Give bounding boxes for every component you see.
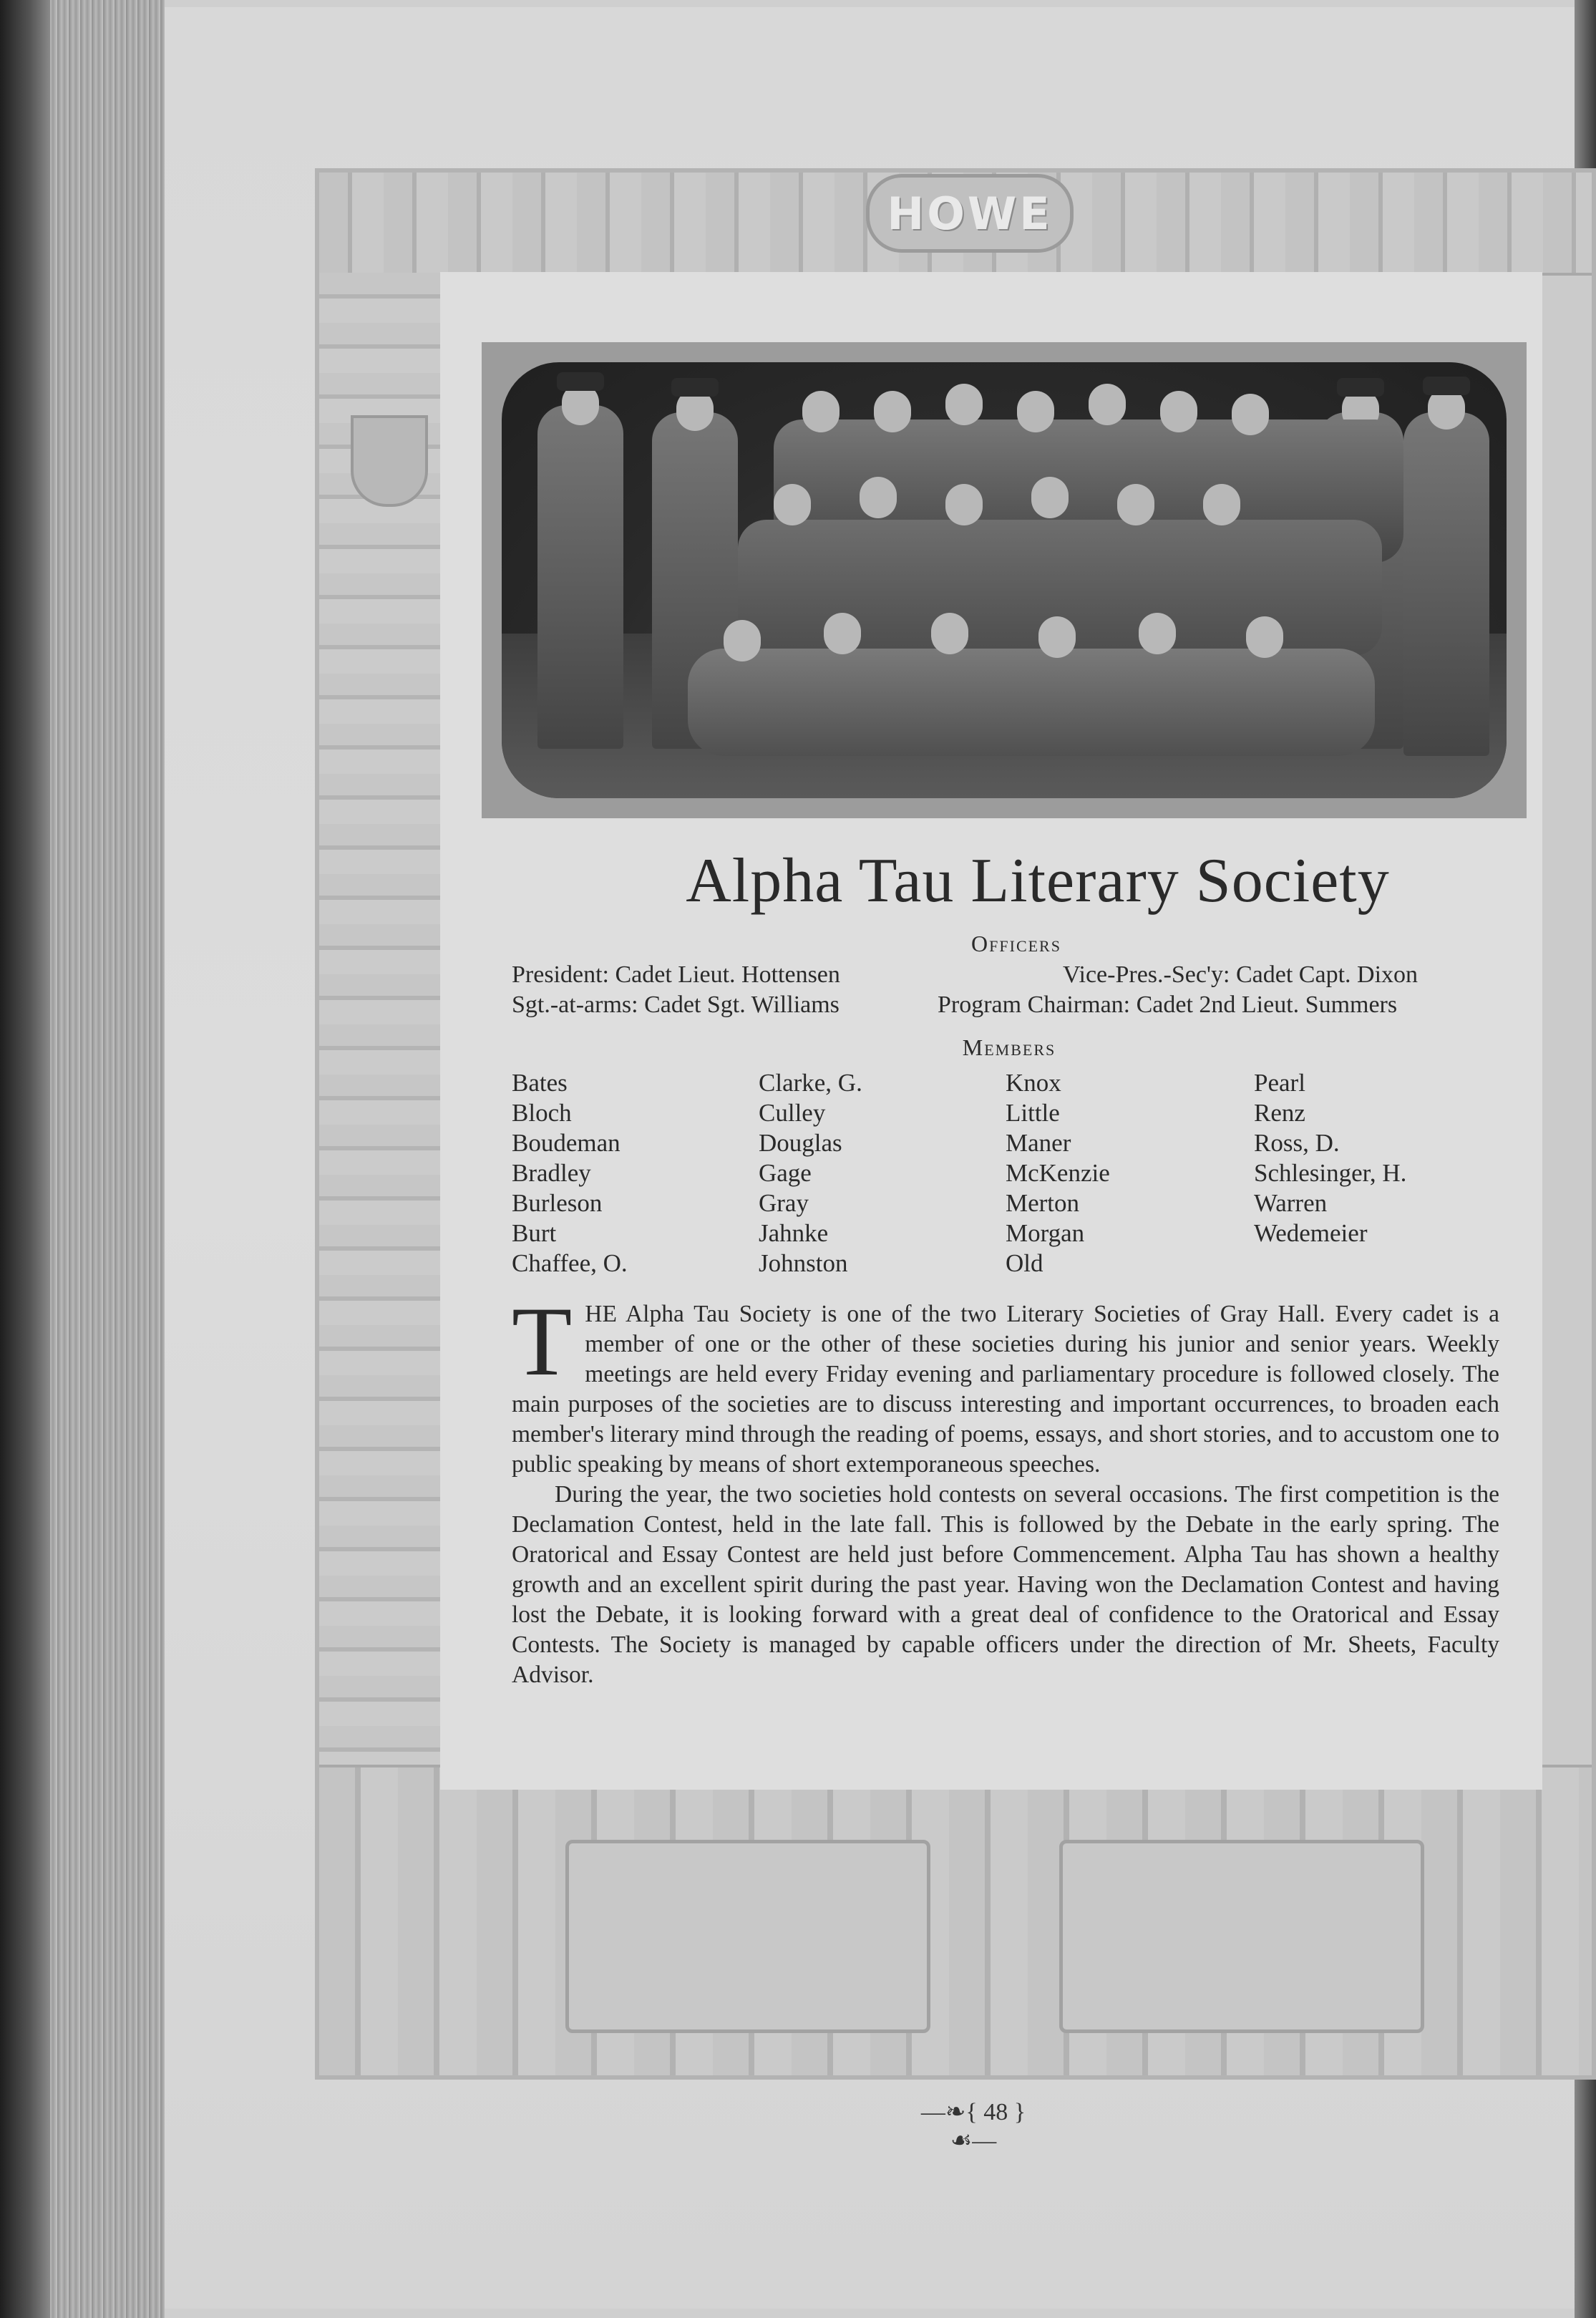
page-number xyxy=(916,2098,1031,2155)
cadet-head xyxy=(1246,616,1283,658)
cadet-head xyxy=(874,391,911,432)
ornament-right-icon: }☙— xyxy=(950,2099,1026,2154)
members-column-4 xyxy=(1254,1068,1490,1248)
article-body xyxy=(512,1286,1499,1690)
cadet-head xyxy=(724,620,761,661)
officer-vice-president: Vice-Pres.-Sec'y: Cadet Capt. Dixon xyxy=(1063,961,1419,988)
paragraph-1-text: HE Alpha Tau Society is one of the two Literary Societies of Gray Hall. Every cadet is a member of one or the other of these societies during his junior and senior years. Weekly meetings are held every Friday evening and parliamentary procedure is followed closely. The main purposes of the societies are to discuss interesting and important occurrences, to broaden each member's literary mind through the reading of poems, essays, and short stories, and to accustom one to public speaking by means of short extemporaneous speeches. xyxy=(512,1301,1499,1478)
member-name: Jahnke xyxy=(759,1219,829,1247)
cadet-head xyxy=(931,613,968,654)
cadet-head xyxy=(1117,484,1154,525)
member-name: Little xyxy=(1006,1099,1060,1127)
cadet-head xyxy=(1031,477,1069,518)
paragraph-1 xyxy=(512,1286,1499,1480)
cadet-head xyxy=(1089,384,1126,425)
member-name: Chaffee, O. xyxy=(512,1249,628,1277)
cadet-head xyxy=(1038,616,1076,658)
cadet-head xyxy=(1160,391,1197,432)
member-name: Bloch xyxy=(512,1099,572,1127)
drop-cap: T xyxy=(512,1286,573,1396)
group-photo xyxy=(482,342,1527,818)
cadet-head xyxy=(860,477,897,518)
members-column-1 xyxy=(512,1068,748,1279)
cadet-cap xyxy=(1423,377,1470,395)
member-name: Burleson xyxy=(512,1189,603,1217)
page-title: Alpha Tau Literary Society xyxy=(686,846,1390,916)
group-photo-image xyxy=(502,362,1507,798)
member-name: Merton xyxy=(1006,1189,1080,1217)
member-name: Ross, D. xyxy=(1254,1129,1340,1157)
howe-banner: HOWE xyxy=(866,174,1074,253)
member-name: Knox xyxy=(1006,1069,1061,1097)
cadet-cap xyxy=(1337,378,1384,397)
member-name: Bradley xyxy=(512,1159,591,1187)
book-spine-shadow xyxy=(0,0,50,2318)
member-name: Pearl xyxy=(1254,1069,1305,1097)
member-name: Culley xyxy=(759,1099,826,1127)
page-number-value: 48 xyxy=(983,2099,1008,2125)
member-name: Johnston xyxy=(759,1249,848,1277)
cadet-head xyxy=(1017,391,1054,432)
members-column-2 xyxy=(759,1068,995,1279)
officers-heading: Officers xyxy=(971,931,1061,956)
members-column-3 xyxy=(1006,1068,1242,1279)
cadet-head xyxy=(774,484,811,525)
member-name: Renz xyxy=(1254,1099,1305,1127)
cadet-figure xyxy=(537,405,623,749)
cadet-head xyxy=(1232,394,1269,435)
members-heading: Members xyxy=(962,1034,1056,1060)
member-name: Schlesinger, H. xyxy=(1254,1159,1407,1187)
member-name: Clarke, G. xyxy=(759,1069,862,1097)
member-name: Gage xyxy=(759,1159,812,1187)
cadet-group-front xyxy=(688,649,1375,756)
paragraph-2: During the year, the two societies hold contests on several occasions. The first competition is the Declamation Contest, held in the late fall. This is followed by the Debate in the early spring. The Oratorical and Essay Contest are held just before Commencement. Alpha Tau has shown a healthy growth and an excellent spirit during the past year. Having won the Declamation Contest and having lost the Debate, it is looking forward with a great deal of confidence to the Oratorical and Essay Contests. The Society is managed by capable officers under the direction of Mr. Sheets, Faculty Advisor. xyxy=(512,1481,1499,1688)
building-illustration-panel xyxy=(1059,1840,1424,2033)
member-name: Douglas xyxy=(759,1129,842,1157)
cadet-cap xyxy=(557,372,604,391)
cadet-head xyxy=(1139,613,1176,654)
member-name: Bates xyxy=(512,1069,568,1097)
cadet-figure xyxy=(1403,412,1489,756)
officer-president: President: Cadet Lieut. Hottensen xyxy=(512,961,840,988)
cadet-head xyxy=(824,613,861,654)
cadet-cap xyxy=(671,378,719,397)
cadet-head xyxy=(802,391,840,432)
cadet-head xyxy=(945,384,983,425)
ornament-left-icon: —❧{ xyxy=(920,2099,984,2125)
cannon-illustration-panel xyxy=(565,1840,930,2033)
member-name: Gray xyxy=(759,1189,809,1217)
member-name: Burt xyxy=(512,1219,557,1247)
crest-icon xyxy=(351,415,428,507)
member-name: Maner xyxy=(1006,1129,1071,1157)
cadet-head xyxy=(1203,484,1240,525)
officer-sergeant-at-arms: Sgt.-at-arms: Cadet Sgt. Williams xyxy=(512,991,840,1018)
member-name: Morgan xyxy=(1006,1219,1085,1247)
officer-program-chairman: Program Chairman: Cadet 2nd Lieut. Summers xyxy=(938,991,1398,1018)
member-name: Boudeman xyxy=(512,1129,621,1157)
member-name: Old xyxy=(1006,1249,1043,1277)
cadet-head xyxy=(945,484,983,525)
member-name: Wedemeier xyxy=(1254,1219,1368,1247)
member-name: Warren xyxy=(1254,1189,1328,1217)
member-name: McKenzie xyxy=(1006,1159,1110,1187)
